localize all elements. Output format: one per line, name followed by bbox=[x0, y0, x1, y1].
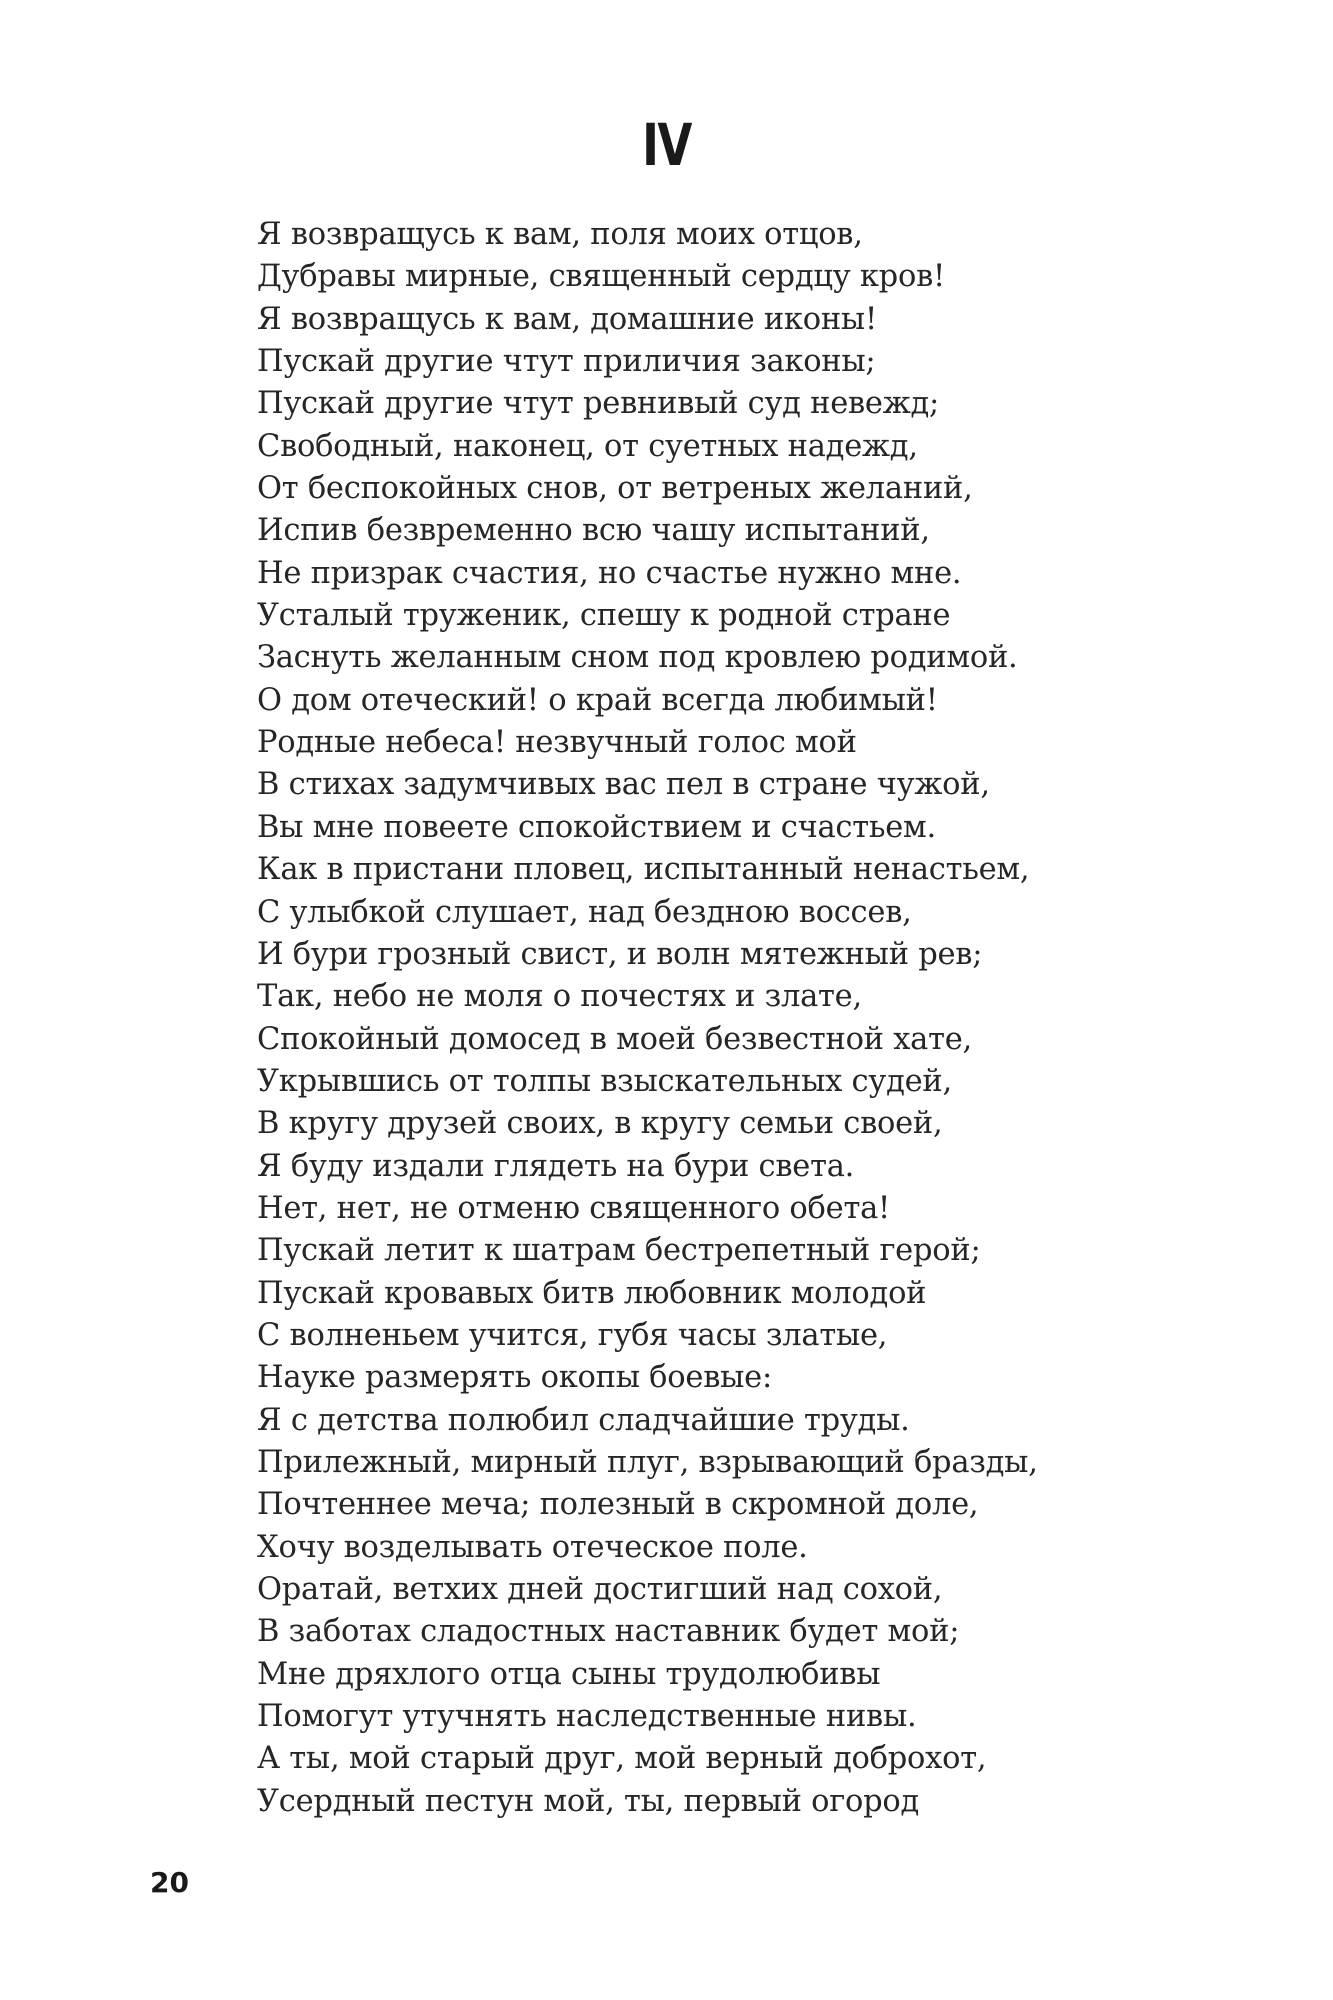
poem-line: От беспокойных снов, от ветреных желаний, bbox=[257, 471, 973, 507]
poem-line: Пускай другие чтут приличия законы; bbox=[257, 344, 876, 380]
poem-line: Почтеннее меча; полезный в скромной доле, bbox=[257, 1487, 979, 1523]
poem-line: Помогут утучнять наследственные нивы. bbox=[257, 1699, 917, 1735]
poem-line: Я возвращусь к вам, домашние иконы! bbox=[257, 301, 877, 337]
poem-line: Вы мне повеете спокойствием и счастьем. bbox=[257, 809, 936, 845]
poem-line: Дубравы мирные, священный сердцу кров! bbox=[257, 259, 945, 295]
poem-line: С улыбкой слушает, над бездною воссев, bbox=[257, 894, 912, 930]
poem-line: Я возвращусь к вам, поля моих отцов, bbox=[257, 217, 863, 252]
poem-line: В заботах сладостных наставник будет мой; bbox=[257, 1614, 960, 1650]
poem-line: Я с детства полюбил сладчайшие труды. bbox=[257, 1402, 910, 1438]
poem-line: Укрывшись от толпы взыскательных судей, bbox=[257, 1063, 952, 1099]
poem-line: В кругу друзей своих, в кругу семьи своей, bbox=[257, 1106, 943, 1142]
poem-line: О дом отеческий! о край всегда любимый! bbox=[257, 682, 938, 718]
poem-line: Хочу возделывать отеческое поле. bbox=[257, 1529, 808, 1565]
poem-line: Заснуть желанным сном под кровлею родимой. bbox=[257, 640, 1018, 676]
poem-text bbox=[257, 214, 1257, 1823]
chapter-heading: IV bbox=[642, 111, 691, 179]
poem-line: Прилежный, мирный плуг, взрывающий бразды, bbox=[257, 1444, 1038, 1480]
poem-line: А ты, мой старый друг, мой верный доброхот, bbox=[257, 1741, 987, 1777]
poem-line: Оратай, ветхих дней достигший над сохой, bbox=[257, 1572, 943, 1607]
poem-line: Науке размерять окопы боевые: bbox=[257, 1360, 772, 1396]
poem-line: С волненьем учится, губя часы златые, bbox=[257, 1317, 888, 1353]
poem-line: Свободный, наконец, от суетных надежд, bbox=[257, 428, 918, 464]
poem-line: Усталый труженик, спешу к родной стране bbox=[257, 598, 951, 634]
poem-line: В стихах задумчивых вас пел в стране чужой, bbox=[257, 767, 990, 803]
poem-line: Родные небеса! незвучный голос мой bbox=[257, 725, 857, 761]
poem-line: Нет, нет, не отменю священного обета! bbox=[257, 1190, 891, 1226]
poem-line: Пускай летит к шатрам бестрепетный герой; bbox=[257, 1233, 981, 1269]
poem-line: Так, небо не моля о почестях и злате, bbox=[257, 979, 862, 1015]
poem-line: Пускай другие чтут ревнивый суд невежд; bbox=[257, 386, 940, 422]
poem-line: И бури грозный свист, и волн мятежный рев; bbox=[257, 936, 983, 972]
poem-line: Мне дряхлого отца сыны трудолюбивы bbox=[257, 1656, 881, 1692]
page-number: 20 bbox=[150, 1866, 189, 1899]
poem-line: Я буду издали глядеть на бури света. bbox=[257, 1148, 855, 1184]
poem-line: Спокойный домосед в моей безвестной хате, bbox=[257, 1021, 972, 1057]
poem-line: Усердный пестун мой, ты, первый огород bbox=[257, 1783, 919, 1819]
poem-line: Как в пристани пловец, испытанный ненастьем, bbox=[257, 852, 1030, 888]
poem-line: Не призрак счастия, но счастье нужно мне. bbox=[257, 555, 962, 591]
poem-line: Пускай кровавых битв любовник молодой bbox=[257, 1275, 927, 1311]
poem-line: Испив безвременно всю чашу испытаний, bbox=[257, 513, 930, 549]
